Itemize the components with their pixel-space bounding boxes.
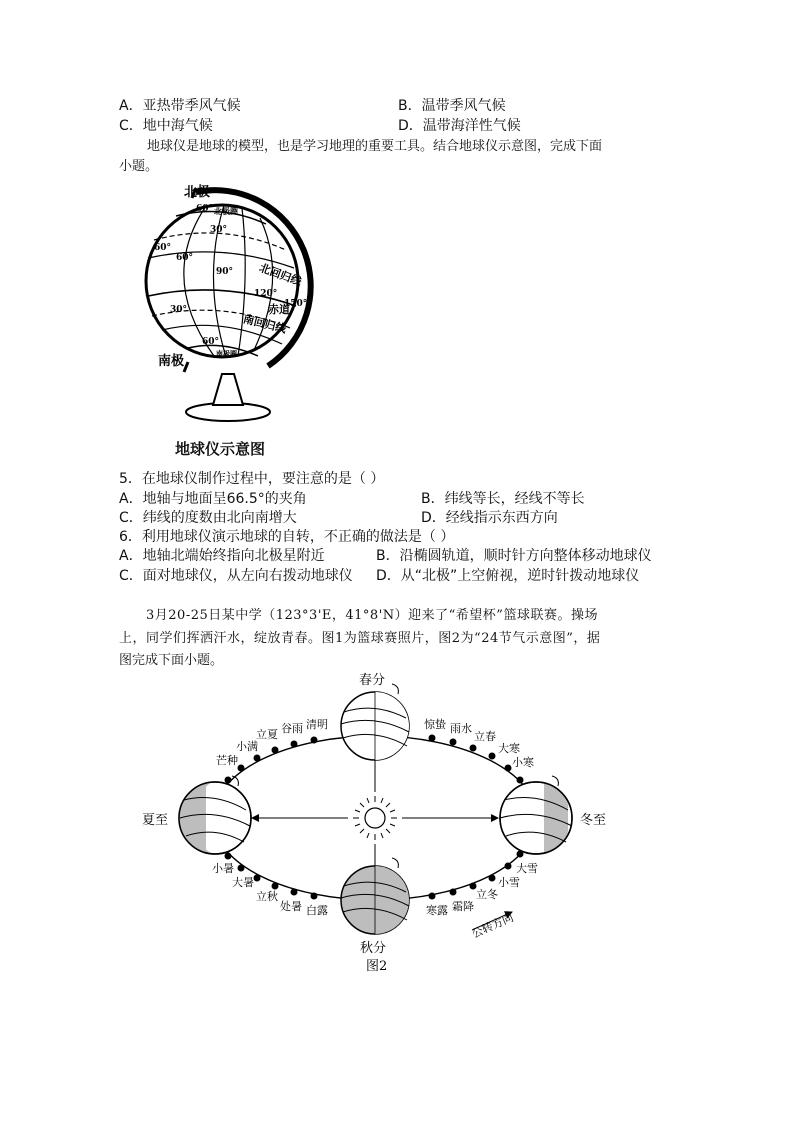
solar-term-guyu: 谷雨	[281, 722, 303, 735]
tropic-cancer-label: 北回归线	[257, 261, 304, 289]
intro2-line3: 图完成下面小题。	[119, 653, 224, 668]
solar-term-lidong: 立冬	[476, 888, 498, 901]
q5-option-a: A．地轴与地面呈66.5°的夹角	[119, 491, 307, 507]
intro1-line2: 小题。	[119, 159, 159, 174]
solar-term-hanlu: 寒露	[426, 904, 448, 917]
q4-option-b: B．温带季风气候	[398, 98, 506, 114]
lon-90-label: 90°	[216, 267, 234, 277]
lat-60s-label: 60°	[202, 337, 220, 347]
solar-term-chushu: 处暑	[280, 900, 302, 913]
fig2-caption: 图2	[366, 959, 388, 974]
lon-60b-label: 60°	[176, 253, 194, 263]
tropic-capricorn-label: 南回归线	[241, 312, 288, 336]
sun-icon	[353, 796, 397, 840]
solar-term-xiaoxue: 小雪	[498, 876, 520, 889]
globe-stand-neck	[213, 374, 243, 405]
q6-option-c: C．面对地球仪，从左向右拨动地球仪	[119, 568, 353, 584]
q5-option-d: D．经线指示东西方向	[421, 510, 558, 526]
q5-option-b: B．纬线等长，经线不等长	[421, 491, 585, 507]
solar-term-shuangjiang: 霜降	[452, 900, 474, 913]
equator-label: 赤道	[268, 303, 290, 316]
solar-term-liqiu: 立秋	[256, 890, 278, 903]
q6-option-b: B．沿椭圆轨道，顺时针方向整体移动地球仪	[376, 548, 652, 564]
lon-150-label: 150°	[284, 299, 308, 309]
intro2-line2: 上，同学们挥洒汗水，绽放青春。图1为篮球赛照片，图2为“24节气示意图”，据	[119, 631, 601, 646]
solar-term-bailu: 白露	[306, 904, 328, 917]
spring-equinox-globe	[341, 684, 409, 760]
q5-stem: 5．在地球仪制作过程中，要注意的是（ ）	[119, 471, 385, 487]
solar-term-qingming: 清明	[306, 718, 328, 731]
solar-terms-figure	[140, 672, 620, 982]
q6-option-a: A．地轴北端始终指向北极星附近	[119, 548, 325, 564]
globe-figure	[118, 178, 358, 463]
solar-term-xiaoman: 小满	[236, 740, 258, 753]
globe-caption: 地球仪示意图	[175, 440, 266, 458]
label-spring: 春分	[359, 673, 386, 688]
solar-term-yushui: 雨水	[450, 722, 472, 735]
intro2-line1: 3月20-25日某中学（123°3'E，41°8'N）迎来了“希望杯”篮球联赛。操场	[146, 608, 598, 623]
autumn-equinox-globe	[341, 858, 409, 934]
lat-60n-label: 60°	[196, 204, 214, 214]
summer-solstice-globe	[178, 776, 251, 854]
arctic-circle-label: 北极圈	[214, 206, 238, 216]
q4-option-a: A．亚热带季风气候	[119, 98, 241, 114]
solar-term-daxue: 大雪	[516, 862, 538, 875]
q6-stem: 6．利用地球仪演示地球的自转，不正确的做法是（ ）	[119, 529, 455, 545]
q6-option-d: D．从“北极”上空俯视，逆时针拨动地球仪	[376, 568, 640, 584]
label-summer: 夏至	[142, 813, 169, 828]
antarctic-circle-label: 南极圈	[216, 349, 237, 358]
lon-120-label: 120°	[254, 289, 278, 299]
solar-term-xiaoshu: 小暑	[212, 862, 234, 875]
solar-term-dashu: 大暑	[232, 876, 254, 889]
lat-30s-label: 30°	[170, 305, 188, 315]
south-pole-label: 南极	[158, 354, 185, 369]
revolution-direction-label: 公转方向	[469, 910, 516, 941]
lon-60-label: 60°	[154, 243, 172, 253]
solar-term-jingzhe: 惊蛰	[424, 718, 446, 731]
q5-option-c: C．纬线的度数由北向南增大	[119, 510, 297, 526]
north-pole-label: 北极	[184, 185, 211, 200]
label-winter: 冬至	[580, 813, 607, 828]
label-autumn: 秋分	[360, 941, 387, 956]
q4-option-c: C．地中海气候	[119, 118, 213, 134]
q4-option-d: D．温带海洋性气候	[398, 118, 521, 134]
lat-30n-label: 30°	[210, 225, 228, 235]
solar-term-dahan: 大寒	[498, 742, 520, 755]
intro1-line1: 地球仪是地球的模型，也是学习地理的重要工具。结合地球仪示意图，完成下面	[147, 139, 603, 154]
solar-term-mangzhong: 芒种	[216, 754, 238, 767]
winter-solstice-globe	[500, 776, 572, 854]
solar-term-xiaohan: 小寒	[512, 756, 534, 769]
solar-term-lixia: 立夏	[256, 728, 278, 741]
solar-term-lichun: 立春	[474, 730, 496, 743]
